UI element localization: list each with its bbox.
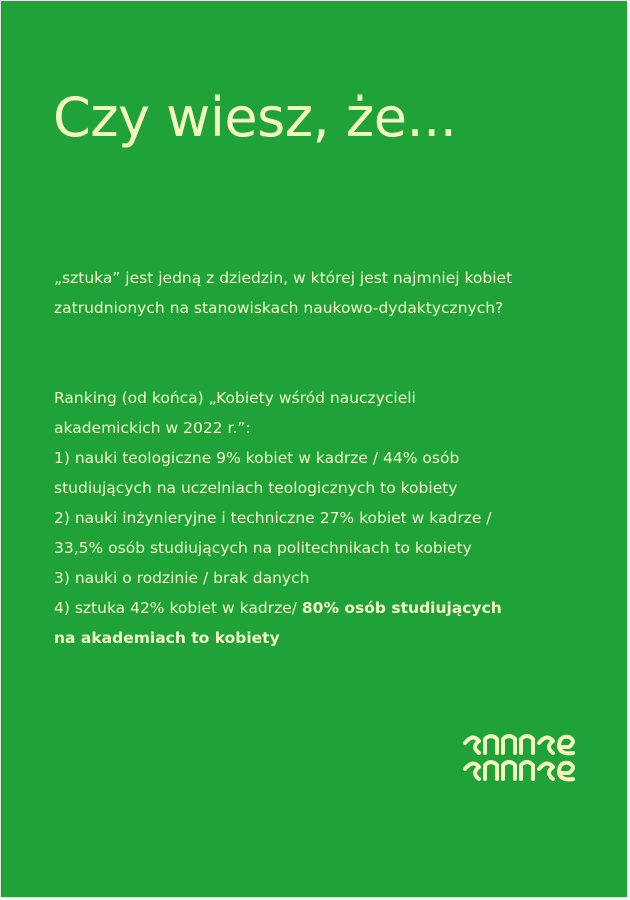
ranking-item-1-line-1: 1) nauki teologiczne 9% kobiet w kadrze / 44% osób [54,449,460,467]
ranking-item-2-line-2: 33,5% osób studiujących na politechnikach to kobiety [54,539,472,557]
headline: Czy wiesz, że... [53,86,457,149]
ranking-item-4-line-1: 4) sztuka 42% kobiet w kadrze/ 80% osób studiujących [54,599,502,617]
ranking-item-4-line-2: na akademiach to kobiety [54,629,280,647]
ranking-item-2-line-1: 2) nauki inżynieryjne i techniczne 27% kobiet w kadrze / [54,509,492,527]
sensei-wordmark-logo [461,729,586,789]
ranking-title-line-2: akademickich w 2022 r.”: [54,419,251,437]
ranking-section [54,383,574,653]
ranking-title-line-1: Ranking (od końca) „Kobiety wśród nauczycieli [54,389,416,407]
intro-text: „sztuka” jest jedną z dziedzin, w której jest najmniej kobiet zatrudnionych na stanowiskach naukowo-dydaktycznych? [54,269,513,317]
ranking-item-1-line-2: studiujących na uczelniach teologicznych to kobiety [54,479,458,497]
ranking-item-3: 3) nauki o rodzinie / brak danych [54,569,310,587]
